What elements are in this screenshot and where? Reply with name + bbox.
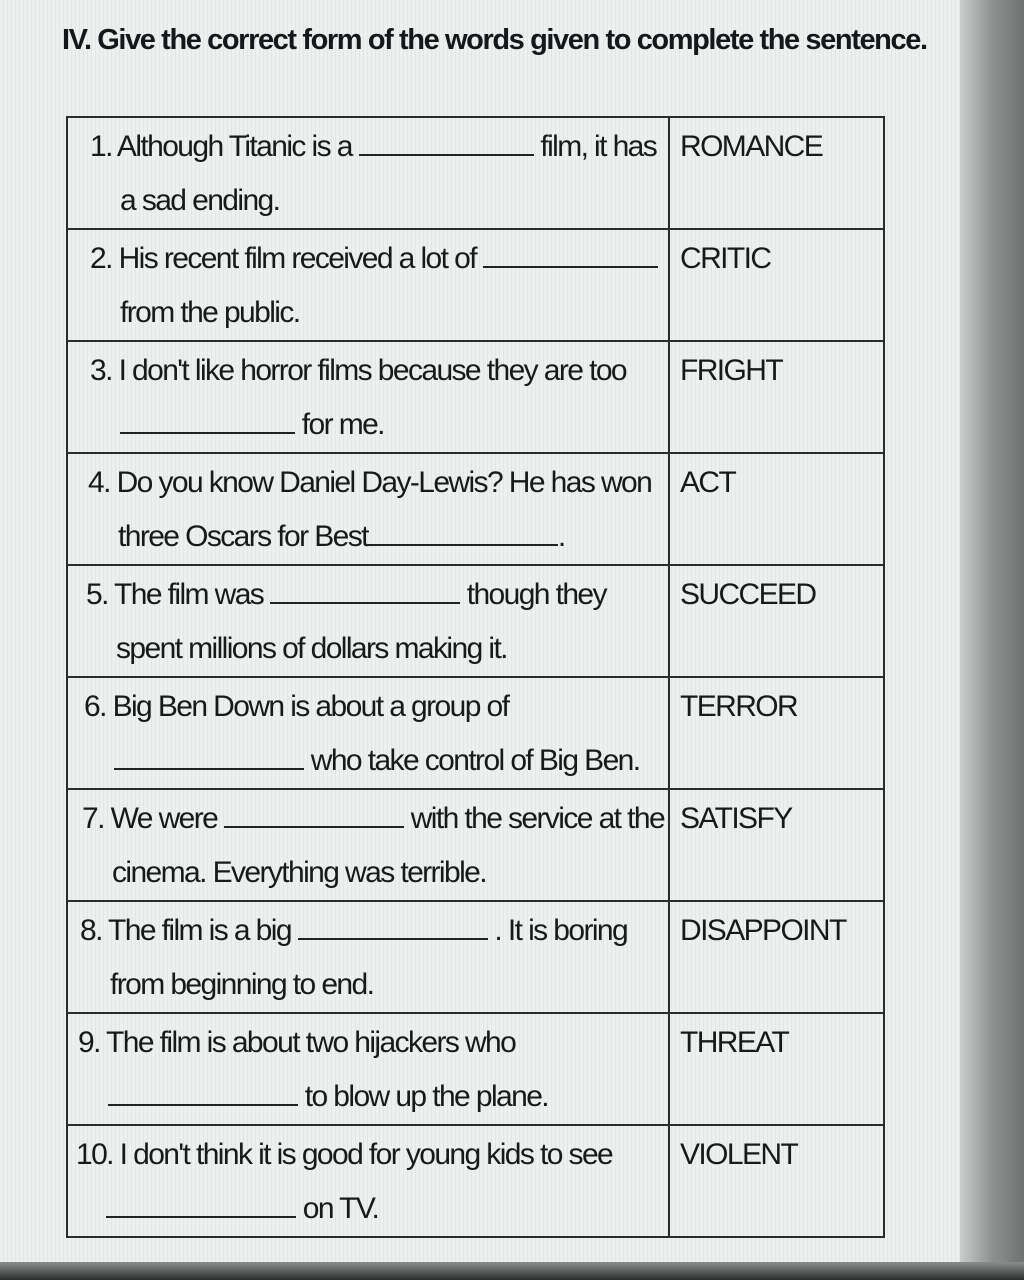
sentence-text: The film is about two hijackers who [106,1026,516,1059]
exercise-row [67,117,884,229]
exercise-row [67,453,884,565]
photo-edge-shadow [960,0,1024,1280]
sentence-text-after-blank: . It is boring [494,914,628,947]
word-cell [669,341,884,453]
sentence-text-continued: cinema. Everything was terrible. [112,856,486,889]
sentence-text-continued: from the public. [120,296,300,329]
exercise-row [67,1013,884,1125]
sentence-text: His recent film received a lot of [118,242,476,275]
word-cell [669,789,884,901]
sentence-text-continued: spent millions of dollars making it. [116,632,507,665]
sentence-cell [67,565,669,677]
sentence-text-continued: a sad ending. [120,184,280,217]
answer-blank[interactable] [298,918,488,940]
sentence-line-2 [106,1192,378,1226]
exercise-heading: IV. Give the correct form of the words given to complete the sentence. [62,24,927,56]
word-cell [669,117,884,229]
exercise-row [67,565,884,677]
exercise-row [67,341,884,453]
sentence-line-2: three Oscars for Best . [118,520,565,553]
sentence-text-continued: who take control of Big Ben. [310,744,640,777]
answer-blank[interactable] [120,412,295,434]
question-number: 4. [88,466,110,499]
answer-blank[interactable] [368,524,558,546]
question-number: 7. [82,802,104,835]
sentence-text: I don't like horror films because they are too [118,354,626,387]
word-cell [669,1013,884,1125]
word-cell [669,677,884,789]
root-word: SUCCEED [680,578,816,611]
sentence-line-1 [84,690,508,724]
sentence-text: The film was [114,578,264,611]
sentence-line-1 [78,1026,515,1060]
sentence-text-continued: on TV. [302,1192,379,1225]
sentence-text-after-blank: though they [466,578,606,611]
root-word: SATISFY [680,802,792,835]
exercise-row [67,1125,884,1237]
question-number: 5. [86,578,108,611]
sentence-text: Do you know Daniel Day-Lewis? He has won [116,466,652,499]
question-number: 2. [90,242,112,275]
sentence-line-1 [82,802,664,836]
sentence-text-after-blank: with the service at the [410,802,665,835]
answer-blank[interactable] [359,134,534,156]
root-word: THREAT [680,1026,789,1059]
sentence-line-1 [76,1138,612,1172]
sentence-line-2 [114,744,640,778]
root-word: ROMANCE [680,130,823,163]
word-cell [669,453,884,565]
exercise-row [67,677,884,789]
sentence-line-1 [90,242,658,276]
root-word: TERROR [680,690,798,723]
sentence-line-2 [116,632,507,666]
question-number: 8. [80,914,102,947]
sentence-cell [67,1125,669,1237]
sentence-line-1 [90,130,656,164]
question-number: 6. [84,690,106,723]
sentence-cell [67,901,669,1013]
question-number: 3. [90,354,112,387]
answer-blank[interactable] [114,748,304,770]
word-cell [669,229,884,341]
sentence-text-continued: for me. [301,408,384,441]
question-number: 1. [90,130,112,163]
answer-blank[interactable] [270,582,460,604]
word-cell [669,901,884,1013]
root-word: CRITIC [680,242,771,275]
answer-blank[interactable] [106,1196,296,1218]
sentence-cell [67,117,669,229]
sentence-line-1 [90,354,626,388]
sentence-text-continued: to blow up the plane. [304,1080,549,1113]
word-cell [669,1125,884,1237]
sentence-line-1 [86,578,606,612]
sentence-text: The film is a big [108,914,291,947]
answer-blank[interactable] [108,1084,298,1106]
root-word: DISAPPOINT [680,914,846,947]
sentence-line-1 [80,914,627,948]
exercise-table [66,116,885,1238]
sentence-text-continued: three Oscars for Best [118,520,368,553]
sentence-line-2 [110,968,373,1002]
root-word: ACT [680,466,736,499]
exercise-row [67,901,884,1013]
exercise-row [67,229,884,341]
sentence-cell [67,677,669,789]
word-cell [669,565,884,677]
question-number: 10. [76,1138,113,1171]
sentence-cell [67,1013,669,1125]
sentence-cell [67,341,669,453]
answer-blank[interactable] [224,806,404,828]
photo-bottom-shadow [0,1262,1024,1280]
sentence-cell [67,453,669,565]
answer-blank[interactable] [483,246,658,268]
sentence-text: We were [110,802,218,835]
sentence-line-2 [120,184,279,218]
root-word: VIOLENT [680,1138,798,1171]
sentence-cell [67,789,669,901]
sentence-text: Big Ben Down is about a group of [112,690,509,723]
root-word: FRIGHT [680,354,783,387]
sentence-text: Although Titanic is a [116,130,352,163]
sentence-text: I don't think it is good for young kids to see [119,1138,613,1171]
sentence-line-2 [120,296,300,330]
sentence-cell [67,229,669,341]
sentence-text-after-blank: film, it has [540,130,657,163]
sentence-line-2 [112,856,486,890]
sentence-line-1 [88,466,651,500]
exercise-row [67,789,884,901]
sentence-line-2 [108,1080,548,1114]
sentence-text-continued: from beginning to end. [110,968,374,1001]
sentence-line-2 [120,408,384,442]
question-number: 9. [78,1026,100,1059]
